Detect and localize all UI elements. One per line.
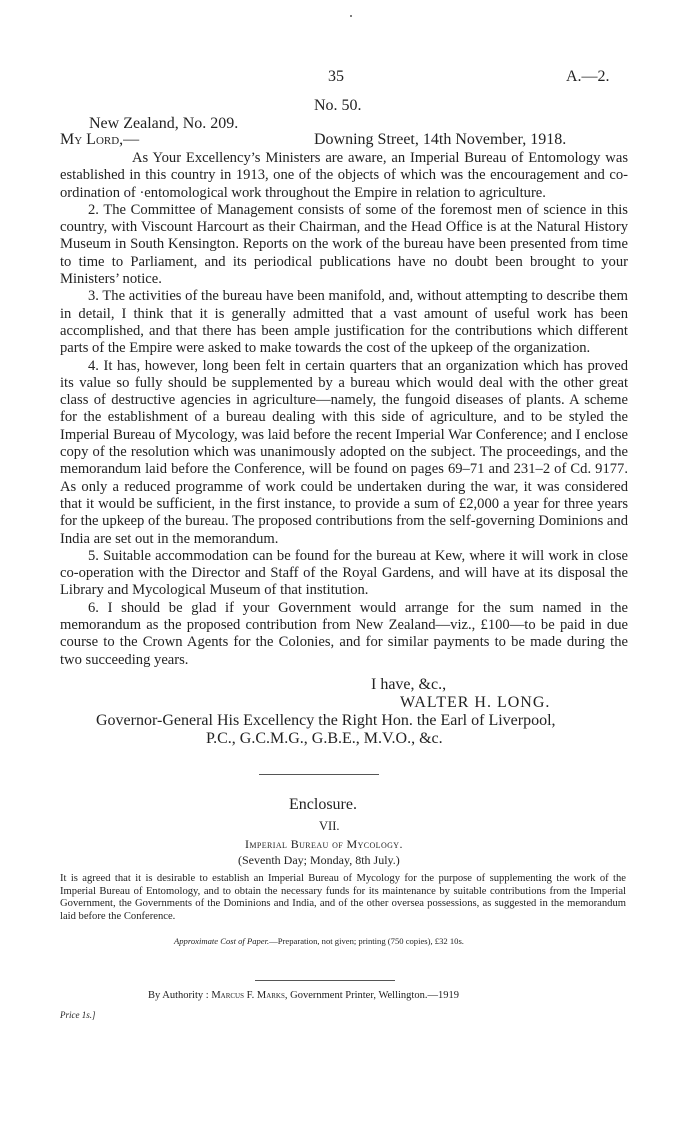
enclosure-session: (Seventh Day; Monday, 8th July.) xyxy=(238,853,400,867)
enclosure-number: VII. xyxy=(319,819,340,833)
cost-text: —Preparation, not given; printing (750 copies), £32 10s. xyxy=(269,936,464,946)
enclosure-heading: Enclosure. xyxy=(289,796,357,813)
signature: WALTER H. LONG. xyxy=(400,694,551,711)
printer-name: Marcus F. Marks xyxy=(211,990,285,1001)
dispatch-reference: New Zealand, No. 209. xyxy=(89,115,239,132)
letter-paragraph-1: As Your Excellency’s Ministers are aware, an Imperial Bureau of Entomology was established in this country in 1913, one of the objects of which was the encouragement and co-ordination of ·entomological work throughout the Empire in relation to agriculture. xyxy=(60,150,628,201)
document-reference: A.—2. xyxy=(566,68,610,85)
letter-paragraph-2: 2. The Committee of Management consists of some of the foremost men of science in this country, with Viscount Harcourt as their Chairman, and the Head Office is at the Natural History Museum in South Kensington. Reports on the work of the bureau have been presented from time to time to Parliament, and its periodical publications have no doubt been brought to your Ministers’ notice. xyxy=(60,201,628,288)
cost-label: Approximate Cost of Paper. xyxy=(174,936,270,946)
letter-paragraph-4: 4. It has, however, long been felt in certain quarters that an organization which has proved its value so fully should be supplemented by a bureau which would deal with the other great class of destructive agencies in agriculture—namely, the fungoid diseases of plants. A scheme for the establishment of a bureau dealing with this side of agriculture, and to be styled the Imperial Bureau of Mycology, was laid before the recent Imperial War Conference; and I enclose copy of the resolution which was unanimously adopted on the subject. The proceedings, and the memorandum laid before the Conference, will be found on pages 69–71 and 231–2 of Cd. 9177. As only a reduced programme of work could be undertaken during the war, it was considered that it would be sufficient, in the first instance, to provide a sum of £2,000 a year for three years for the upkeep of the bureau. The proposed contributions from the self-governing Dominions and India are set out in the memorandum. xyxy=(60,357,628,547)
salutation: My Lord,— xyxy=(60,131,140,148)
letter-paragraph-3: 3. The activities of the bureau have been manifold, and, without attempting to describe them in detail, I think that it is generally admitted that a vast amount of useful work has been accomplished, and that there has been ample justification for the contributions which different parts of the Empire were asked to make towards the cost of the upkeep of the organization. xyxy=(60,288,628,357)
authority-label: By Authority : xyxy=(148,990,209,1001)
letter-paragraph-5: 5. Suitable accommodation can be found for the bureau at Kew, where it will work in close co-operation with the Director and Staff of the Royal Gardens, and will have at its disposal the Library and Mycological Museum of that institution. xyxy=(60,547,628,599)
enclosure-resolution: It is agreed that it is desirable to establish an Imperial Bureau of Mycology for the purpose of supplementing the work of the Imperial Bureau of Entomology, and to obtain the necessary funds for its maintenance by suitable contributions from the Imperial Government, the Governments of the Dominions and India, and of the other oversea possessions, as suggested in the memorandum laid before the Conference. xyxy=(60,873,626,923)
printer-line xyxy=(148,990,459,1001)
printer-details: , Government Printer, Wellington.—1919 xyxy=(284,990,459,1001)
enclosure-title: Imperial Bureau of Mycology. xyxy=(245,837,403,851)
cost-of-paper xyxy=(174,936,464,946)
section-divider xyxy=(259,774,379,775)
speck-mark xyxy=(350,15,352,17)
letter-number: No. 50. xyxy=(314,97,362,114)
closing: I have, &c., xyxy=(371,676,447,693)
letter-paragraph-6: 6. I should be glad if your Government would arrange for the sum named in the memorandum as the proposed contribution from New Zealand—viz., £100—to be paid in due course to the Crown Agents for the Colonies, and for similar payments to be made during the two succeeding years. xyxy=(60,599,628,668)
letter-body xyxy=(60,150,628,669)
addressee-line-1: Governor-General His Excellency the Right Hon. the Earl of Liverpool, xyxy=(96,712,556,729)
addressee-line-2: P.C., G.C.M.G., G.B.E., M.V.O., &c. xyxy=(206,730,443,747)
page-number: 35 xyxy=(328,68,344,85)
place-and-date: Downing Street, 14th November, 1918. xyxy=(314,131,567,148)
price: Price 1s.] xyxy=(60,1010,96,1020)
footer-divider xyxy=(255,980,395,981)
